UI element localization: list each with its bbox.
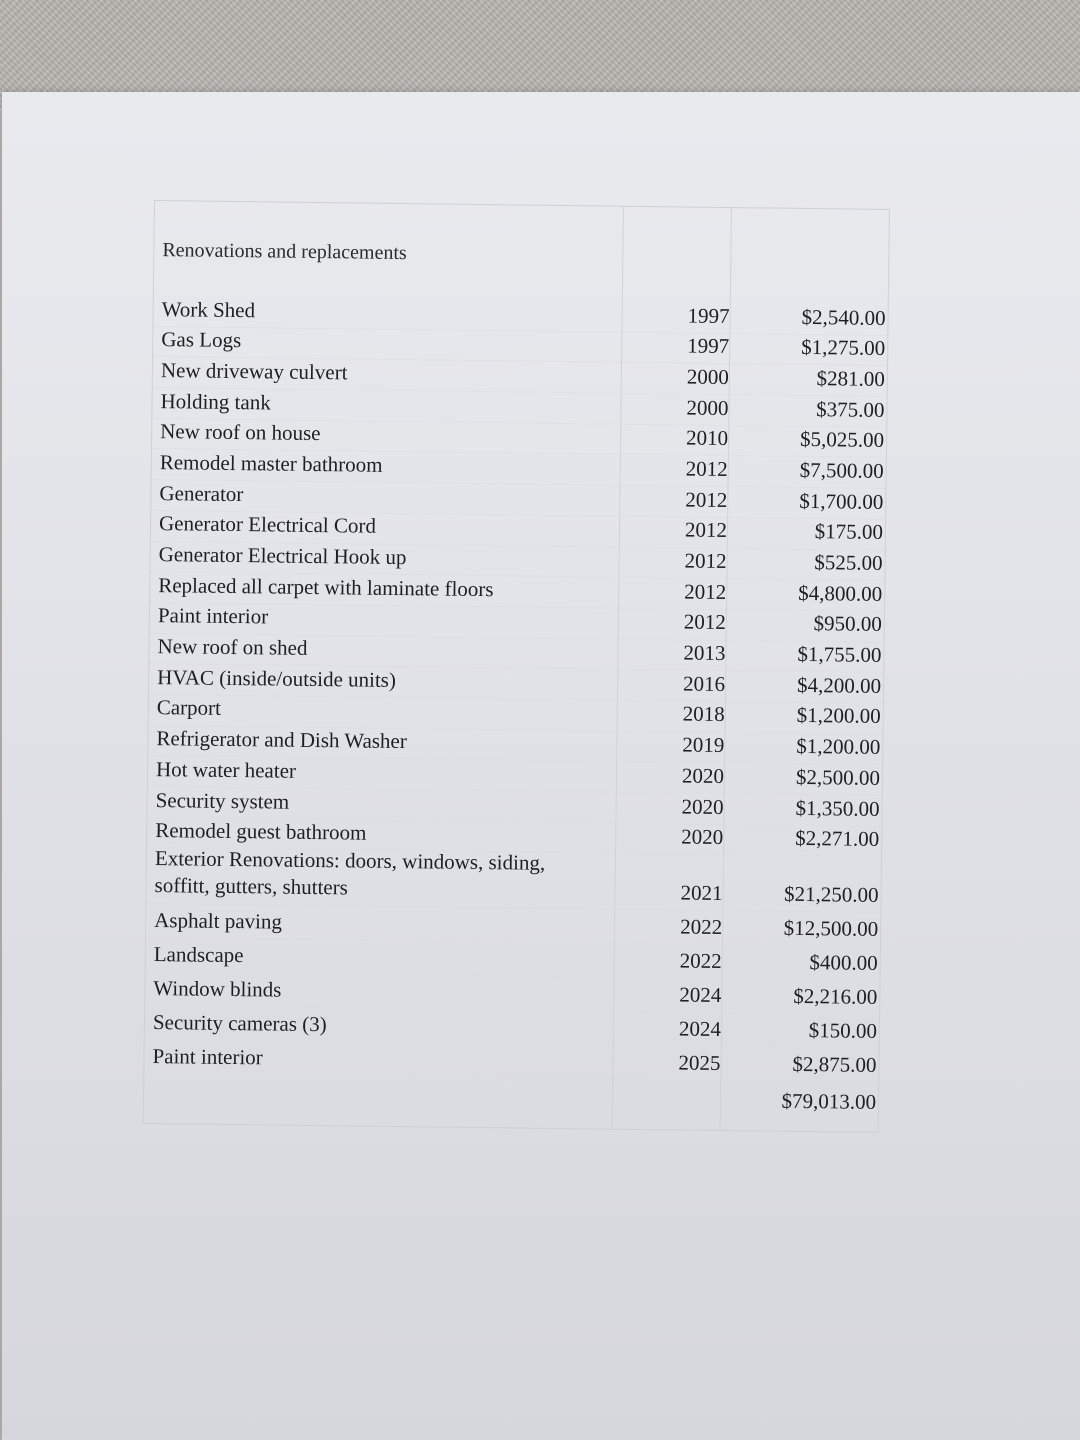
item-year: 2024 xyxy=(678,1016,722,1042)
item-name: Work Shed xyxy=(161,296,256,322)
item-name: Security system xyxy=(155,787,290,814)
item-name: Carport xyxy=(156,695,222,721)
item-name: Paint interior xyxy=(157,603,269,629)
item-cost: $1,200.00 xyxy=(796,703,881,729)
item-name: Landscape xyxy=(153,942,244,968)
item-year: 2012 xyxy=(684,548,727,574)
item-year: 2012 xyxy=(683,609,727,635)
item-cost: $2,875.00 xyxy=(792,1052,877,1078)
item-cost: $2,271.00 xyxy=(795,826,880,852)
item-year: 2020 xyxy=(681,763,725,788)
item-cost: $12,500.00 xyxy=(783,915,879,942)
item-name: Generator xyxy=(159,480,244,506)
item-cost: $7,500.00 xyxy=(799,457,884,483)
item-name: Paint interior xyxy=(152,1044,263,1070)
item-year: 2010 xyxy=(685,425,729,451)
item-year: 2012 xyxy=(685,456,728,481)
item-name: Generator Electrical Hook up xyxy=(158,542,407,570)
total-row xyxy=(144,1074,878,1119)
item-cost: $150.00 xyxy=(808,1018,878,1044)
item-cost: $1,350.00 xyxy=(795,795,880,821)
item-name: New driveway culvert xyxy=(160,357,348,385)
item-name: HVAC (inside/outside units) xyxy=(157,664,397,692)
item-cost: $525.00 xyxy=(814,550,883,575)
item-cost: $1,700.00 xyxy=(799,488,884,514)
item-cost: $281.00 xyxy=(816,365,886,391)
total-cost: $79,013.00 xyxy=(781,1088,877,1115)
item-year: 2012 xyxy=(684,517,728,543)
item-year: 2018 xyxy=(682,701,725,727)
item-cost: $2,540.00 xyxy=(801,304,886,330)
item-cost: $1,200.00 xyxy=(796,734,881,760)
document-title: Renovations and replacements xyxy=(162,239,407,265)
item-year: 1997 xyxy=(687,303,730,328)
item-cost: $21,250.00 xyxy=(783,881,879,908)
item-name: Asphalt paving xyxy=(154,908,283,934)
item-cost: $950.00 xyxy=(813,611,883,637)
item-name: Holding tank xyxy=(160,388,271,415)
item-year: 2012 xyxy=(685,487,728,512)
item-name: Hot water heater xyxy=(155,756,297,783)
item-year: 2000 xyxy=(686,395,729,420)
item-year: 2022 xyxy=(679,948,722,974)
item-name: Gas Logs xyxy=(161,327,242,353)
item-year: 2000 xyxy=(686,364,730,389)
item-name: Generator Electrical Cord xyxy=(158,511,377,539)
item-year: 1997 xyxy=(687,333,730,359)
item-name: Refrigerator and Dish Washer xyxy=(156,726,407,754)
item-year: 2016 xyxy=(682,671,726,696)
item-year: 2013 xyxy=(683,640,726,666)
item-year: 2020 xyxy=(681,793,724,819)
item-year: 2021 xyxy=(680,880,723,906)
item-name: New roof on house xyxy=(160,419,321,446)
item-name: New roof on shed xyxy=(157,634,308,660)
item-name: Exterior Renovations: doors, windows, siding, soffitt, gutters, shutters xyxy=(154,846,546,900)
item-cost: $1,275.00 xyxy=(801,335,886,361)
item-year: 2019 xyxy=(682,732,725,758)
item-name: Security cameras (3) xyxy=(152,1010,327,1037)
item-cost: $1,755.00 xyxy=(797,641,882,667)
item-name: Window blinds xyxy=(153,976,282,1002)
item-cost: $175.00 xyxy=(814,519,884,545)
item-cost: $2,500.00 xyxy=(795,764,881,790)
item-cost: $375.00 xyxy=(816,396,885,422)
item-year: 2022 xyxy=(680,914,723,940)
item-name: Remodel guest bathroom xyxy=(155,818,367,845)
renovations-table xyxy=(143,200,890,1133)
item-cost: $4,200.00 xyxy=(796,672,882,698)
item-name: Remodel master bathroom xyxy=(159,450,383,477)
item-list xyxy=(144,296,888,1119)
table-row xyxy=(146,848,881,913)
item-cost: $2,216.00 xyxy=(793,984,878,1010)
item-year: 2025 xyxy=(678,1050,721,1076)
item-cost: $5,025.00 xyxy=(799,427,885,453)
item-year: 2020 xyxy=(681,824,724,850)
item-year: 2024 xyxy=(679,982,722,1008)
item-cost: $4,800.00 xyxy=(798,580,883,606)
item-name: Replaced all carpet with laminate floors xyxy=(158,572,494,601)
item-cost: $400.00 xyxy=(809,950,878,976)
item-year: 2012 xyxy=(684,579,727,604)
